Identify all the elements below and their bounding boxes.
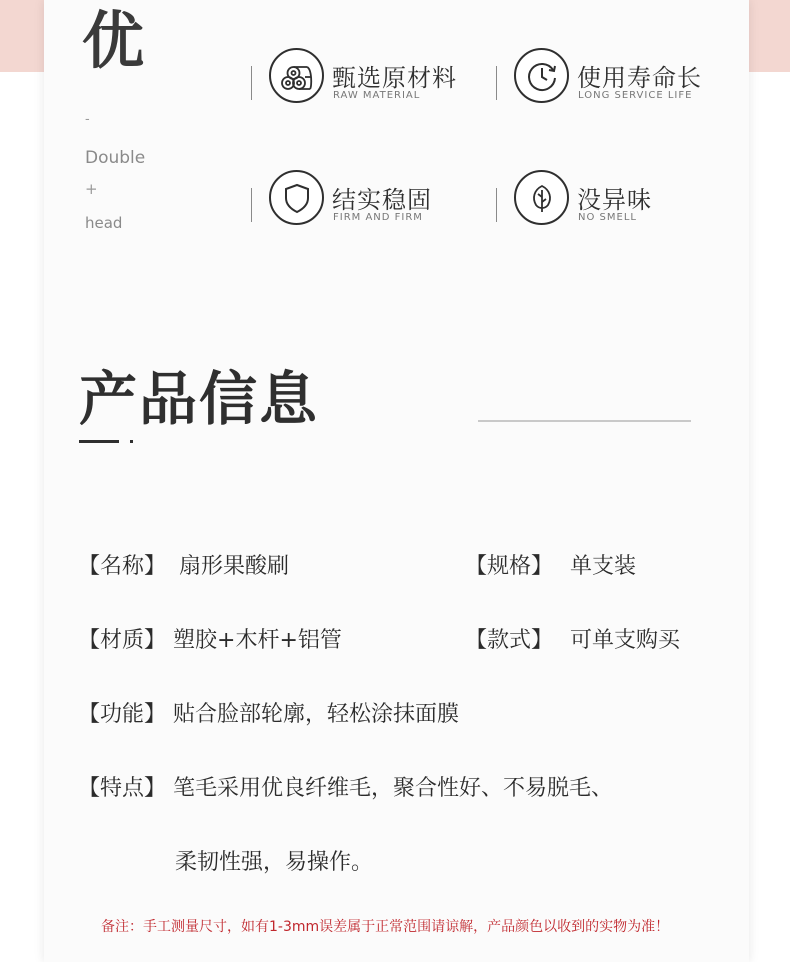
- info-style: [465, 623, 680, 654]
- side-label-head: head: [85, 214, 123, 232]
- title-underline: [79, 440, 119, 443]
- info-label: 【款式】: [465, 628, 554, 653]
- feature-subtitle: RAW MATERIAL: [333, 90, 421, 101]
- info-value: 单支装: [570, 554, 637, 579]
- feature-title: 使用寿命长: [577, 64, 702, 92]
- feature-divider: [496, 66, 497, 100]
- info-label: 【特点】: [78, 776, 167, 801]
- info-value: 贴合脸部轮廓，轻松涂抹面膜: [173, 702, 460, 727]
- info-feature: [78, 771, 613, 802]
- feature-raw-material: [251, 48, 481, 108]
- feature-firm: [251, 170, 481, 230]
- info-material: [78, 623, 342, 654]
- feature-long-life: [496, 48, 726, 108]
- side-plus: +: [85, 180, 98, 198]
- info-label: 【名称】: [78, 554, 167, 579]
- info-value: 笔毛采用优良纤维毛，聚合性好、不易脱毛、: [173, 776, 614, 801]
- feature-subtitle: NO SMELL: [578, 212, 637, 223]
- feature-title: 结实稳固: [332, 186, 432, 214]
- feature-divider: [251, 188, 252, 222]
- feature-subtitle: LONG SERVICE LIFE: [578, 90, 693, 101]
- info-value: 塑胶+木杆+铝管: [173, 628, 342, 653]
- shield-icon: [269, 170, 324, 225]
- info-label: 【材质】: [78, 628, 167, 653]
- background-pink-left: [0, 0, 50, 72]
- clock-icon: [514, 48, 569, 103]
- info-function: [78, 697, 459, 728]
- info-spec: [465, 549, 636, 580]
- feature-title: 没异味: [577, 186, 652, 214]
- advantage-heading: 优: [82, 4, 145, 77]
- side-label-double: Double: [85, 148, 146, 168]
- info-feature-continued: [175, 845, 373, 876]
- title-divider-line: [478, 420, 691, 422]
- background-pink-right: [746, 0, 790, 72]
- disclaimer-note: 备注：手工测量尺寸，如有1-3mm误差属于正常范围请谅解，产品颜色以收到的实物为准！: [101, 919, 670, 935]
- feature-divider: [496, 188, 497, 222]
- info-label: 【功能】: [78, 702, 167, 727]
- feature-no-smell: [496, 170, 726, 230]
- feature-divider: [251, 66, 252, 100]
- leaf-icon: [514, 170, 569, 225]
- info-value: 扇形果酸刷: [179, 554, 290, 579]
- feature-subtitle: FIRM AND FIRM: [333, 212, 423, 223]
- info-value: 柔韧性强，易操作。: [175, 850, 374, 875]
- content-card: [44, 0, 749, 962]
- title-dot: [130, 440, 133, 443]
- feature-title: 甄选原材料: [332, 64, 457, 92]
- section-title: 产品信息: [79, 365, 320, 433]
- info-value: 可单支购买: [570, 628, 681, 653]
- raw-material-icon: [269, 48, 324, 103]
- info-name: [78, 549, 289, 580]
- info-label: 【规格】: [465, 554, 554, 579]
- side-dash: -: [85, 112, 90, 127]
